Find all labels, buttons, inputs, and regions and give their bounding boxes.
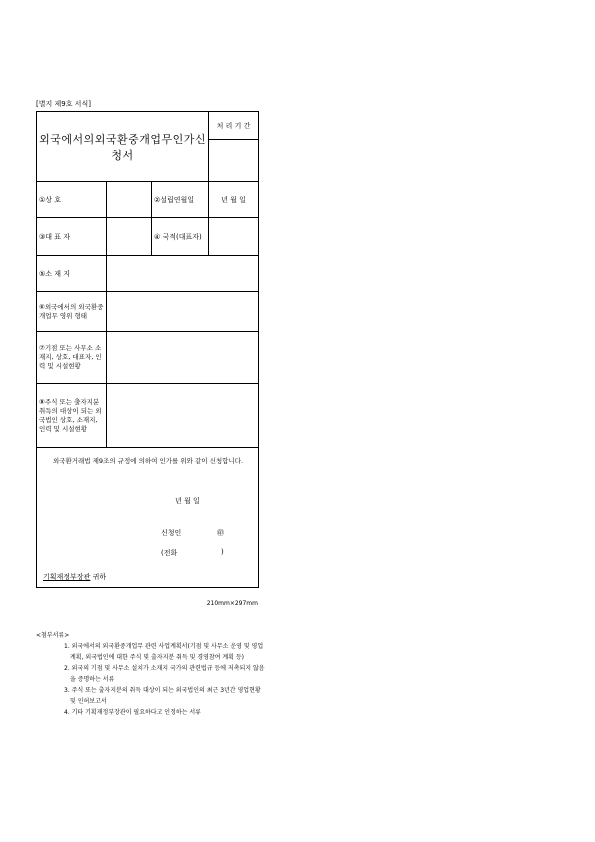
application-form-table — [36, 111, 259, 588]
application-statement: 외국환거래법 제9조의 규정에 의하여 인가를 위와 같이 신청합니다. — [52, 457, 244, 465]
office-info-label: ⑦기점 또는 사무소 소재지, 상호, 대표자, 인력 및 시설현황 — [37, 332, 107, 384]
processing-period-label: 처 리 기 간 — [209, 112, 259, 140]
representative-field[interactable] — [107, 218, 152, 256]
form-title: 외국에서의외국환중개업무인가신청서 — [37, 112, 209, 182]
note-item-2: 2. 외국의 기점 및 사무소 설치가 소재지 국가의 관련법규 등에 저촉되지 않음을 증명하는 서류 — [64, 665, 265, 683]
location-label: ⑤소 재 지 — [37, 256, 107, 292]
location-field[interactable] — [107, 256, 259, 292]
paper-size-note: 210mm×297mm — [206, 600, 258, 607]
nationality-field[interactable] — [209, 218, 259, 256]
establishment-date-label: ②설립연월일 — [152, 182, 209, 218]
note-item-3: 3. 주식 또는 출자지분의 취득 대상이 되는 외국법인의 최근 3년간 영업현황 및 인허보고서 — [64, 687, 261, 705]
business-type-field[interactable] — [107, 292, 259, 332]
note-item-1: 1. 외국에서의 외국환중개업무 관련 사업계획서(기점 및 사무소 운영 및 영업계획, 외국법인에 대한 주식 및 출자지분 취득 및 경영참여 계획 등) — [64, 643, 264, 661]
target-info-label: ⑧주식 또는 출자지분 취득의 대상이 되는 외국법인 상호, 소재지, 인력 및 시설현황 — [37, 384, 107, 448]
attachments-notes — [36, 630, 266, 718]
addressee — [43, 572, 106, 582]
applicant-label: 신청인 — [161, 529, 182, 537]
form-number: [별지 제9호 서식] — [36, 100, 91, 108]
note-item-4: 4. 기타 기획재정부장관이 필요하다고 인정하는 서류 — [64, 709, 201, 716]
declaration-section — [37, 448, 259, 588]
addressee-name: 기획재정부장관 — [43, 573, 91, 581]
addressee-suffix: 귀하 — [90, 573, 107, 581]
notes-header: <첨부서류> — [36, 632, 70, 639]
establishment-date-field[interactable]: 년 월 일 — [209, 182, 259, 218]
seal-mark: ㊞ — [217, 529, 224, 537]
application-date[interactable]: 년 월 일 — [175, 497, 200, 505]
office-info-field[interactable] — [107, 332, 259, 384]
phone-close: ) — [221, 548, 224, 556]
business-type-label: ⑥외국에서의 외국환중개업무 영위 형태 — [37, 292, 107, 332]
trade-name-label: ①상 호 — [37, 182, 107, 218]
processing-period-value[interactable] — [209, 140, 259, 182]
phone-label: (전화 — [161, 549, 178, 557]
representative-label: ③대 표 자 — [37, 218, 107, 256]
target-info-field[interactable] — [107, 384, 259, 448]
trade-name-field[interactable] — [107, 182, 152, 218]
nationality-label: ④ 국적(대표자) — [152, 218, 209, 256]
